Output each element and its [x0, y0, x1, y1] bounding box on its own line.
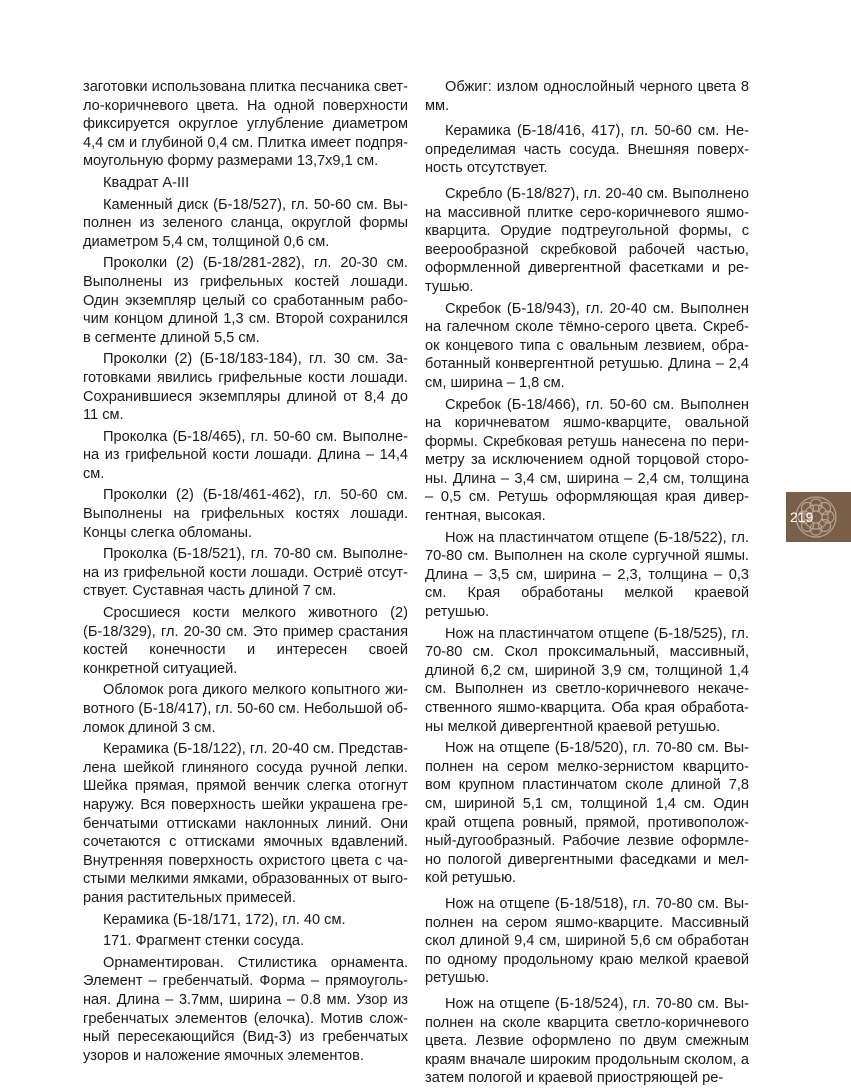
paragraph: Проколка (Б-18/465), гл. 50-60 см. Выполнена из грифельной кости лошади. Длина – 14,4 см.	[83, 428, 408, 482]
paragraph: Керамика (Б-18/416, 417), гл. 50-60 см. Неопределимая часть сосуда. Внешняя поверхность отсутствует.	[425, 123, 749, 177]
paragraph: Сросшиеся кости мелкого животного (2) (Б-18/329), гл. 20-30 см. Это пример срастания костей конечности и интересен своей конкретной ситуацией.	[83, 605, 408, 677]
left-text-column	[83, 78, 408, 1068]
section-heading: Квадрат А-III	[103, 174, 190, 191]
paragraph: Проколки (2) (Б-18/183-184), гл. 30 см. Заготовками явились грифельные кости лошади. Сохранившиеся экземпляры длиной от 8,4 до 11 см.	[83, 351, 408, 424]
paragraph: 171. Фрагмент стенки сосуда.	[103, 933, 305, 950]
paragraph: Скребло (Б-18/827), гл. 20-40 см. Выполнено на массивной плитке серо-коричневого яшмо-кварцита. Орудие подтреугольной формы, с веерообразной скребковой рабочей частью, оформленной дивергентной фасетками и ретушью.	[425, 185, 749, 295]
paragraph: Нож на отщепе (Б-18/518), гл. 70-80 см. Выполнен на сером яшмо-кварците. Массивный скол длиной 9,4 см, шириной 5,6 см обработан по одному продольному краю мелкой краевой ретушью.	[425, 895, 749, 987]
paragraph: Керамика (Б-18/171, 172), гл. 40 см.	[103, 911, 346, 928]
paragraph: Нож на отщепе (Б-18/524), гл. 70-80 см. Выполнен на сколе кварцита светло-коричневого цвета. Лезвие оформлено по двум смежным краям вначале широким продольным сколом, а затем пологой и краевой приостряющей ре-	[425, 995, 749, 1087]
paragraph: Нож на отщепе (Б-18/520), гл. 70-80 см. Выполнен на сером мелко-зернистом кварцитовом крупном пластинчатом сколе длиной 7,8 см, шириной 5,1 см, толщиной 1,4 см. Один край отщепа ровный, прямой, противоположный-дугообразный. Рабочие лезвие оформлено пологой дивергентными фаседками и мелкой ретушью.	[425, 740, 749, 887]
paragraph: Проколки (2) (Б-18/461-462), гл. 50-60 см. Выполнены на грифельных костях лошади. Концы слегка обломаны.	[83, 487, 408, 541]
paragraph: Нож на пластинчатом отщепе (Б-18/525), гл. 70-80 см. Скол проксимальный, массивный, длиной 6,2 см, шириной 3,9 см, толщиной 1,4 см. Выполнен из светло-коричневого некачественного яшмо-кварцита. Оба края обработаны мелкой дивергентной краевой ретушью.	[425, 625, 749, 735]
paragraph: Обжиг: излом однослойный черного цвета 8 мм.	[425, 79, 749, 114]
right-text-column	[425, 78, 749, 1091]
paragraph: Керамика (Б-18/122), гл. 20-40 см. Представлена шейкой глиняного сосуда ручной лепки. Шейка прямая, прямой венчик слегка отогнут наружу. Вся поверхность шейки украшена гребенчатыми оттисками наклонных линий. Они сочетаются с оттисками ямочных вдавлений. Внутренняя поверхность охристого цвета с частыми мелкими ямками, образованных от выгорания растительных примесей.	[83, 741, 408, 906]
paragraph: Скребок (Б-18/943), гл. 20-40 см. Выполнен на галечном сколе тёмно-серого цвета. Скребок концевого типа с овальным лезвием, обработанный конвергентной ретушью. Длина – 2,4 см, ширина – 1,8 см.	[425, 300, 749, 391]
paragraph: Каменный диск (Б-18/527), гл. 50-60 см. Выполнен из зеленого сланца, округлой формы диаметром 5,4 см, толщиной 0,6 см.	[83, 196, 408, 250]
paragraph: Скребок (Б-18/466), гл. 50-60 см. Выполнен на коричневатом яшмо-кварците, овальной формы. Скребковая ретушь нанесена по периметру за исключением одной торцовой стороны. Длина – 3,4 см, ширина – 2,4 см, толщина – 0,5 см. Ретушь оформляющая края дивергентная, высокая.	[425, 396, 749, 525]
paragraph: заготовки использована плитка песчаника светло-коричневого цвета. На одной поверхности фиксируется округлое углубление диаметром 4,4 см и глубиной 0,4 см. Плитка имеет подпрямоугольную форму размерами 13,7х9,1 см.	[83, 79, 408, 170]
paragraph: Орнаментирован. Стилистика орнамента. Элемент – гребенчатый. Форма – прямоугольная. Длина – 3.7мм, ширина – 0.8 мм. Узор из гребенчатых элементов (елочка). Мотив сложный пересекающийся (Вид-3) из гребенчатых узоров и наложение ямочных элементов.	[83, 954, 408, 1064]
paragraph: Проколки (2) (Б-18/281-282), гл. 20-30 см. Выполнены из грифельных костей лошади. Один экземпляр целый со сработанным рабочим концом длиной 1,3 см. Второй сохранился в сегменте длиной 5,5 см.	[83, 255, 408, 346]
page-number: 219	[790, 509, 814, 525]
paragraph: Обломок рога дикого мелкого копытного животного (Б-18/417), гл. 50-60 см. Небольшой обломок длиной 3 см.	[83, 682, 408, 736]
paragraph: Проколка (Б-18/521), гл. 70-80 см. Выполнена из грифельной кости лошади. Остриё отсутствует. Суставная часть длиной 7 см.	[83, 546, 408, 600]
paragraph: Нож на пластинчатом отщепе (Б-18/522), гл. 70-80 см. Выполнен на сколе сургучной яшмы. Длина – 3,5 см, ширина – 2,3, толщина – 0,3 см. Края обработаны мелкой краевой ретушью.	[425, 529, 749, 621]
